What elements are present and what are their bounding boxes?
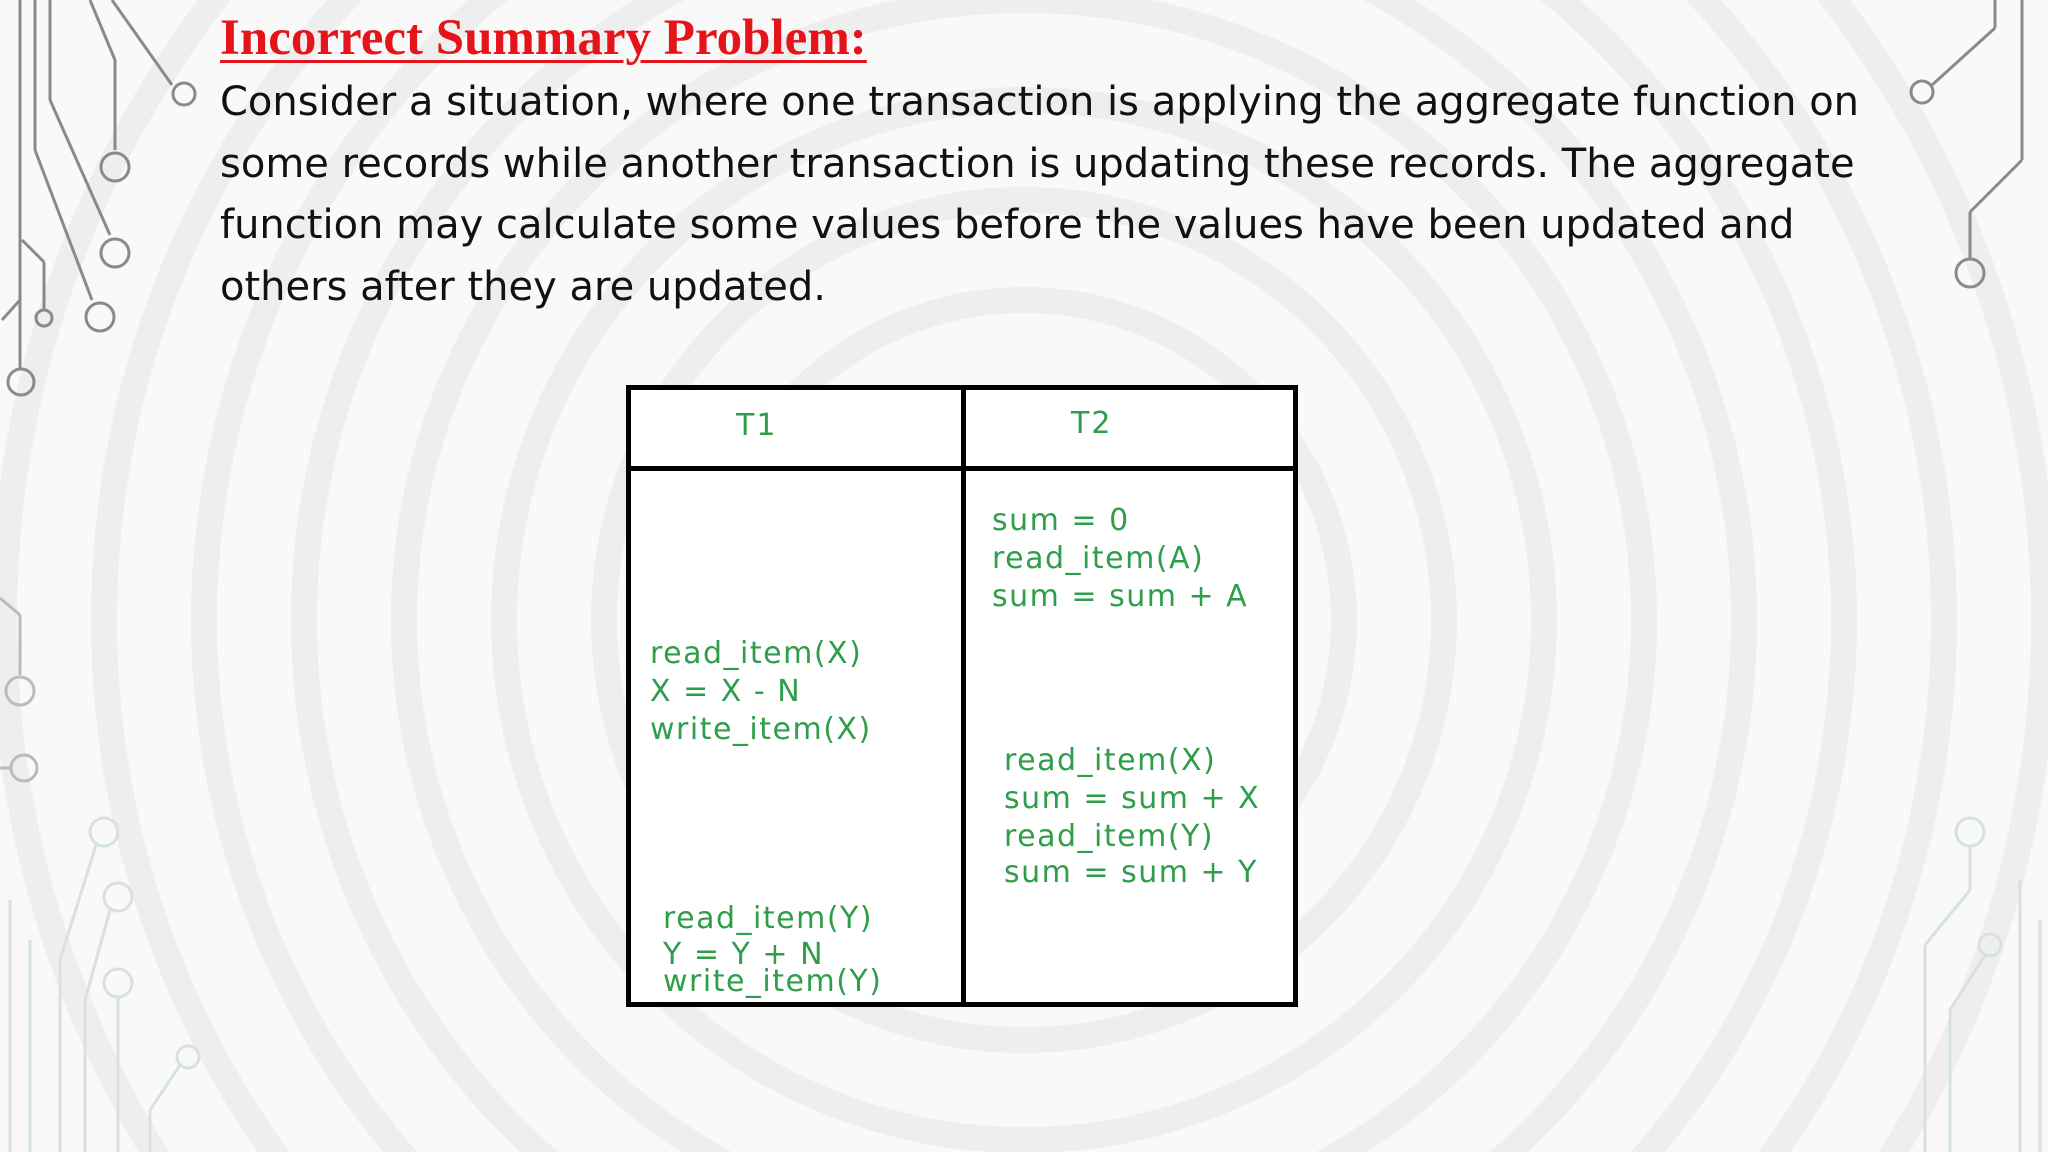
column-header-t2: T2 xyxy=(1071,406,1113,441)
header-divider xyxy=(631,466,1293,471)
circuit-left-middle xyxy=(0,598,37,781)
circuit-top-left xyxy=(2,0,195,395)
t1-operation: read_item(Y) xyxy=(663,901,874,936)
column-header-t1: T1 xyxy=(736,408,778,443)
t1-operation: Y = Y + N xyxy=(663,937,825,972)
t2-operation: sum = 0 xyxy=(992,503,1130,538)
t1-operation: write_item(X) xyxy=(650,712,872,747)
slide-title: Incorrect Summary Problem: xyxy=(220,10,867,66)
t2-operation: read_item(A) xyxy=(992,541,1205,576)
t2-operation: sum = sum + X xyxy=(1004,781,1261,816)
t1-operation: read_item(X) xyxy=(650,636,863,671)
column-divider xyxy=(961,390,966,1002)
t1-operation: X = X - N xyxy=(650,674,802,709)
slide-body-text: Consider a situation, where one transaction is applying the aggregate function on some records while another transaction is updating these records. The aggregate function may calculate some values before the values have been updated and others after they are updated. xyxy=(220,79,1860,310)
circuit-bottom-right xyxy=(1925,818,2040,1152)
circuit-bottom-left xyxy=(10,818,199,1152)
t2-operation: sum = sum + A xyxy=(992,579,1249,614)
transaction-schedule-table xyxy=(626,385,1298,1007)
t2-operation: read_item(Y) xyxy=(1004,819,1215,854)
t1-operation: write_item(Y) xyxy=(663,964,883,999)
t2-operation: sum = sum + Y xyxy=(1004,855,1258,890)
t2-operation: read_item(X) xyxy=(1004,743,1217,778)
circuit-top-right xyxy=(1911,0,2022,287)
